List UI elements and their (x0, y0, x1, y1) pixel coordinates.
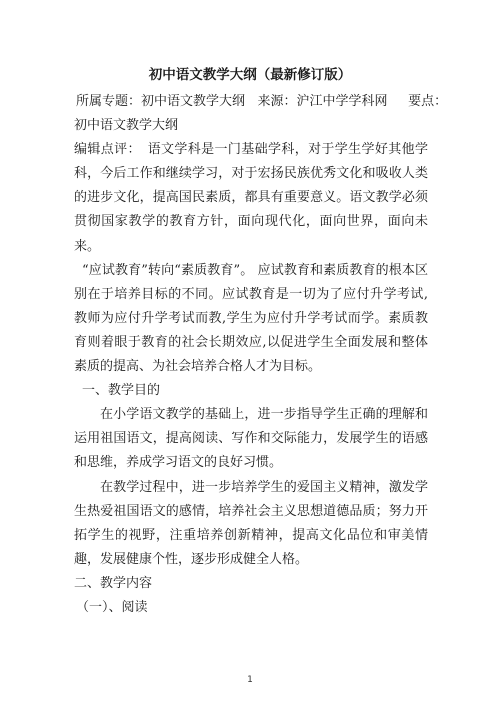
source-value: 沪江中学学科网 (296, 94, 388, 109)
section2-heading: 二、教学内容 (74, 575, 153, 591)
page-number: 1 (247, 675, 253, 685)
meta-line (74, 90, 448, 114)
topic-label: 所属专题： (76, 94, 142, 109)
keypoints-label: 要点： (408, 94, 448, 109)
section2-subheading-reading: （一）、阅读 (76, 599, 148, 615)
section1-paragraph-2: 在教学过程中，进一步培养学生的爱国主义精神，激发学生热爱祖国语文的感情，培养社会主义思想道德品质；努力开拓学生的视野，注重培养创新精神，提高文化品位和审美情趣，发展健康个性，逐步形成健全人格。 (74, 479, 428, 567)
document-body (74, 90, 448, 620)
document-title: 初中语文教学大纲（最新修订版） (148, 67, 352, 83)
section1-paragraph-1: 在小学语文教学的基础上，进一步指导学生正确的理解和运用祖国语文，提高阅读、写作和交际能力，发展学生的语感和思维，养成学习语文的良好习惯。 (74, 407, 428, 471)
topic-value: 初中语文教学大纲 (141, 94, 246, 109)
source-label: 来源： (257, 94, 297, 109)
exam-vs-quality-paragraph: “应试教育”转向“素质教育”。 应试教育和素质教育的根本区别在于培养目标的不同。应试教育是一切为了应付升学考试,教师为应付升学考试而教,学生为应付升学考试而学。素质教育则着眼于教育的社会长期效应,以促进学生全面发展和整体素质的提高、为社会培养合格人才为目标。 (74, 262, 428, 375)
editor-comment-paragraph: 编辑点评： 语文学科是一门基础学科，对于学生学好其他学科，今后工作和继续学习，对于宏扬民族优秀文化和吸收人类的进步文化，提高国民素质，都具有重要意义。语文教学必须贯彻国家教学的教育方针，面向现代化，面向世界，面向未来。 (74, 142, 428, 254)
section1-heading: 一、教学目的 (82, 383, 161, 399)
keypoints-value: 初中语文教学大纲 (74, 118, 179, 134)
